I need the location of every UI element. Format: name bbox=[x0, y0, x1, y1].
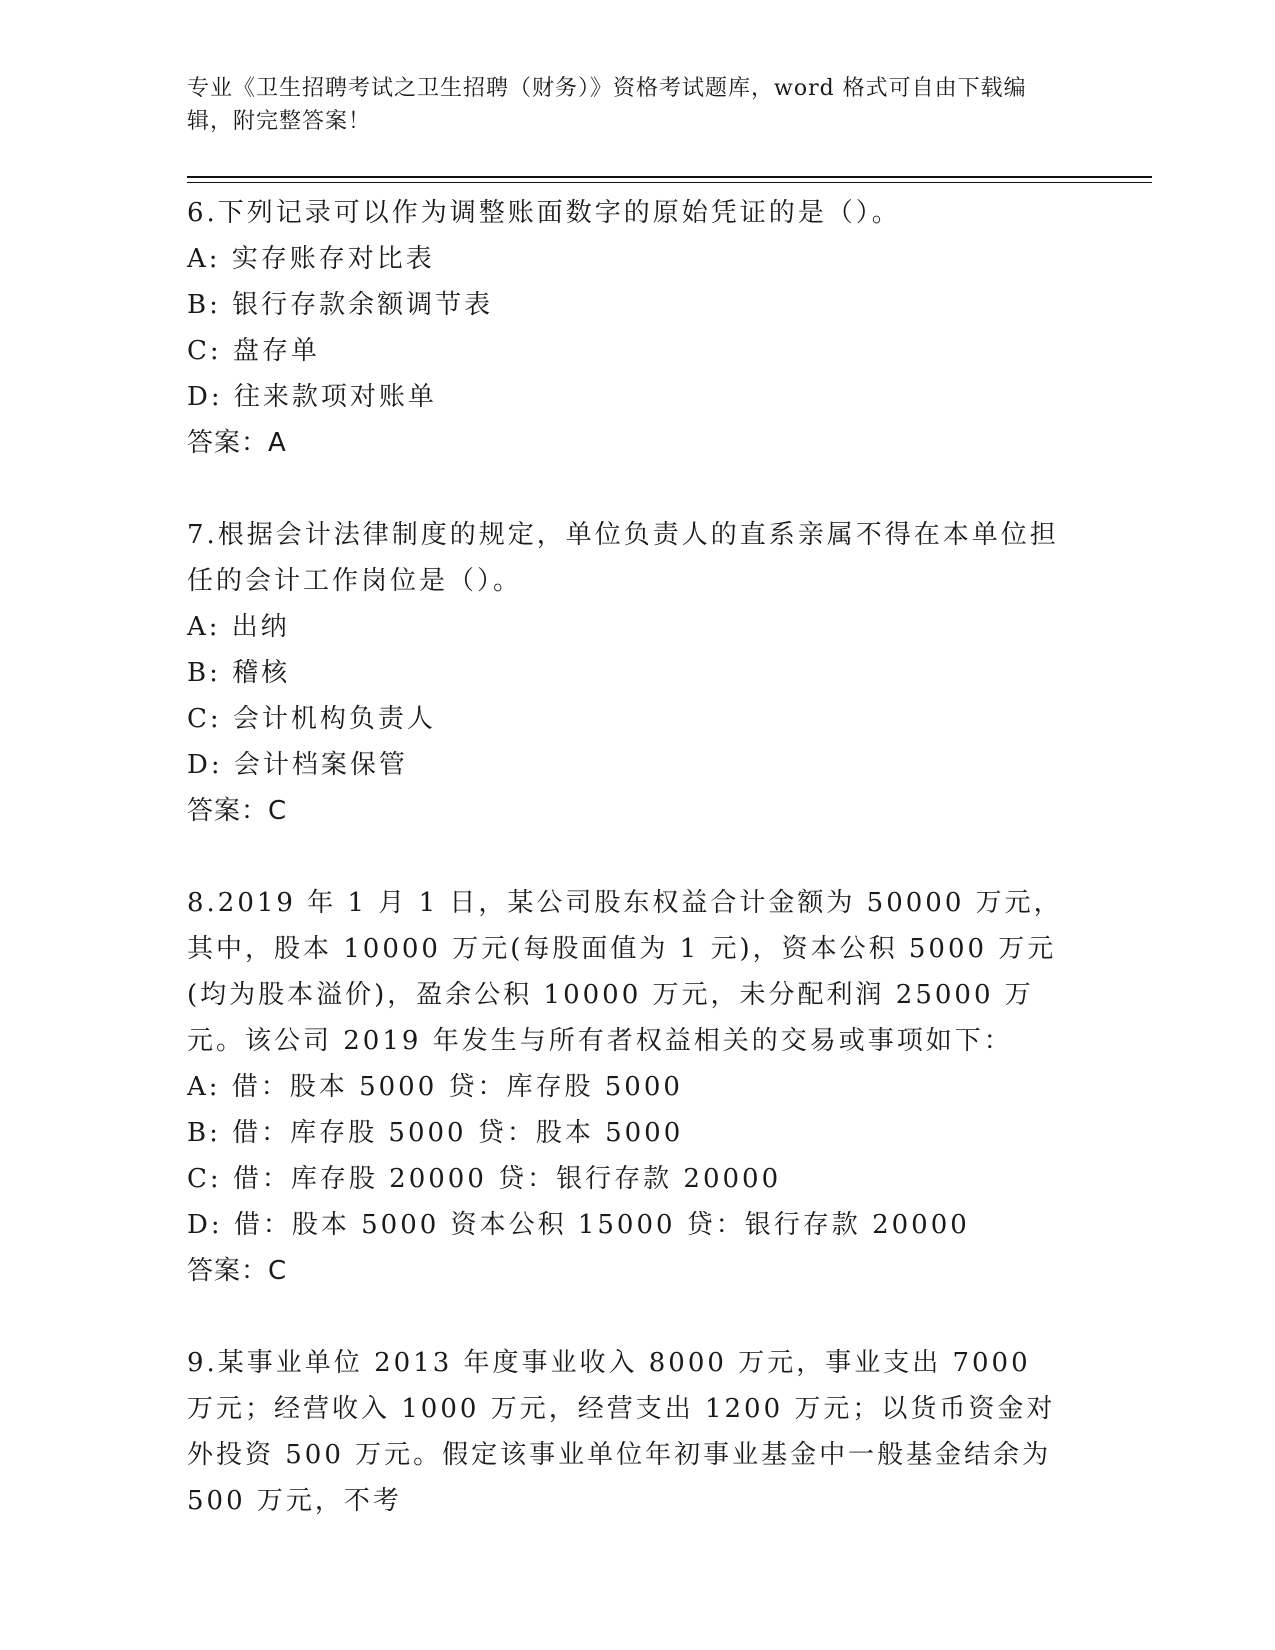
option-b: B: 稽核 bbox=[187, 658, 291, 688]
option-a: A: 实存账存对比表 bbox=[187, 244, 435, 274]
option-a: A: 借：股本 5000 贷：库存股 5000 bbox=[187, 1072, 683, 1102]
question-stem: 8.2019 年 1 月 1 日，某公司股东权益合计金额为 50000 万元，其中，股本 10000 万元(每股面值为 1 元)，资本公积 5000 万元(均为股本溢价)，盈余公积 10000 万元，未分配利润 25000 万元。该公司 2019 年发生与所有者权益相关的交易或事项如下： bbox=[187, 888, 1063, 1056]
header-divider-thick bbox=[187, 176, 1152, 178]
answer: 答案：A bbox=[187, 428, 287, 458]
answer: 答案：C bbox=[187, 1256, 288, 1286]
question-6 bbox=[187, 190, 1067, 466]
question-stem: 6.下列记录可以作为调整账面数字的原始凭证的是（）。 bbox=[187, 198, 901, 228]
question-spacer bbox=[187, 466, 1067, 512]
option-a: A: 出纳 bbox=[187, 612, 290, 642]
question-stem: 7.根据会计法律制度的规定，单位负责人的直系亲属不得在本单位担任的会计工作岗位是（）。 bbox=[187, 520, 1059, 596]
header-divider-thin bbox=[187, 182, 1152, 183]
question-spacer bbox=[187, 834, 1067, 880]
document-header bbox=[187, 72, 1067, 138]
option-b: B: 银行存款余额调节表 bbox=[187, 290, 494, 320]
option-d: D: 会计档案保管 bbox=[187, 750, 408, 780]
question-stem: 9.某事业单位 2013 年度事业收入 8000 万元，事业支出 7000 万元；经营收入 1000 万元，经营支出 1200 万元；以货币资金对外投资 500 万元。假定该事业单位年初事业基金中一般基金结余为 500 万元，不考 bbox=[187, 1348, 1056, 1516]
option-c: C: 借：库存股 20000 贷：银行存款 20000 bbox=[187, 1164, 782, 1194]
question-spacer bbox=[187, 1294, 1067, 1340]
option-c: C: 会计机构负责人 bbox=[187, 704, 436, 734]
option-d: D: 借：股本 5000 资本公积 15000 贷：银行存款 20000 bbox=[187, 1210, 970, 1240]
option-c: C: 盘存单 bbox=[187, 336, 320, 366]
question-9 bbox=[187, 1340, 1067, 1524]
option-d: D: 往来款项对账单 bbox=[187, 382, 437, 412]
question-7 bbox=[187, 512, 1067, 834]
question-8 bbox=[187, 880, 1067, 1294]
option-b: B: 借：库存股 5000 贷：股本 5000 bbox=[187, 1118, 684, 1148]
question-list bbox=[187, 190, 1067, 1524]
answer: 答案：C bbox=[187, 796, 288, 826]
header-text: 专业《卫生招聘考试之卫生招聘（财务）》资格考试题库，word 格式可自由下载编辑，附完整答案！ bbox=[187, 76, 1027, 134]
